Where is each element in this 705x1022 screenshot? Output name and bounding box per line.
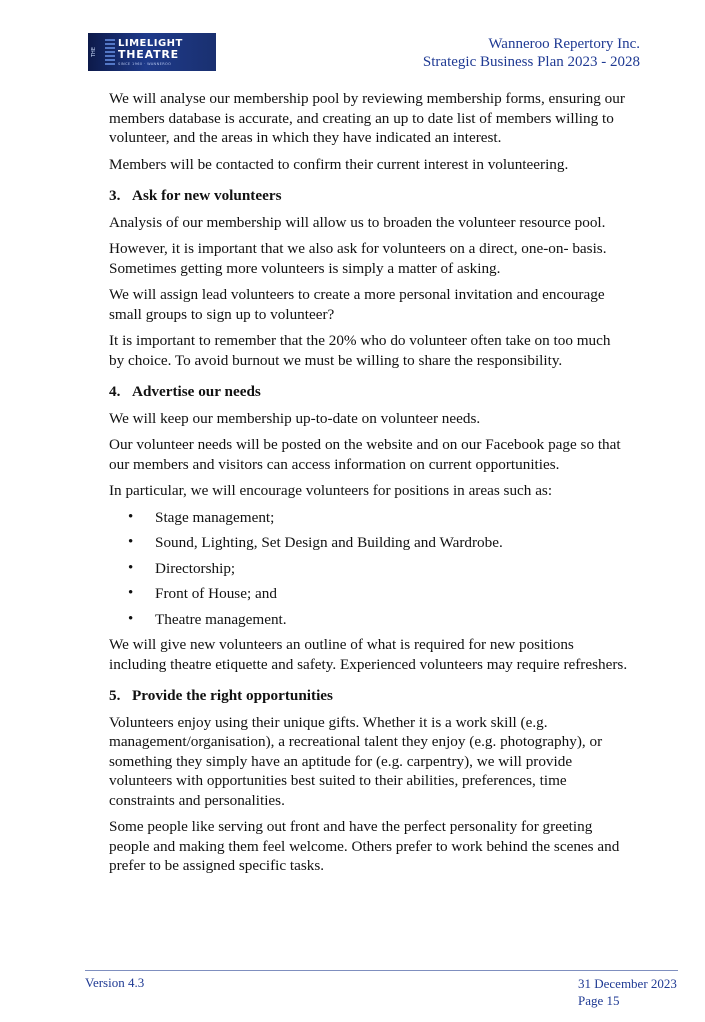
section-title: Provide the right opportunities bbox=[132, 687, 333, 704]
paragraph: Volunteers enjoy using their unique gifts. Whether it is a work skill (e.g. management/organisation), a recreational talent they enjoy (e.g. photography), or something they simply have an aptitude for (e.g. carpentry), we will provide volunteers with opportunities best suited to their abilities, preferences, time constraints and personalities. bbox=[109, 713, 603, 809]
page-body bbox=[109, 89, 629, 883]
bullet-icon: • bbox=[128, 610, 134, 627]
list-item bbox=[109, 508, 629, 528]
section-heading-4 bbox=[109, 382, 629, 402]
paragraph: We will assign lead volunteers to create a more personal invitation and encourage small groups to sign up to volunteer? bbox=[109, 286, 605, 323]
list-item-text: Front of House; and bbox=[155, 585, 277, 602]
list-item bbox=[109, 610, 629, 630]
bullet-icon: • bbox=[128, 534, 134, 550]
list-item-text: Stage management; bbox=[155, 508, 275, 526]
paragraph: We will give new volunteers an outline of what is required for new positions including theatre etiquette and safety. Experienced volunteers may require refreshers. bbox=[109, 636, 628, 673]
footer-version: Version 4.3 bbox=[85, 975, 145, 990]
bullet-icon: • bbox=[128, 559, 134, 576]
paragraph: However, it is important that we also ask for volunteers on a direct, one-on- basis. Sometimes getting more volunteers is simply a matter of asking. bbox=[109, 240, 607, 277]
list-item bbox=[109, 533, 629, 553]
footer-divider bbox=[85, 970, 678, 971]
organisation-name: Wanneroo Repertory Inc. bbox=[488, 36, 640, 52]
section-title: Advertise our needs bbox=[132, 383, 261, 400]
list-item-text: Directorship; bbox=[155, 559, 236, 577]
document-header bbox=[423, 35, 640, 71]
list-item-text: Sound, Lighting, Set Design and Building and Wardrobe. bbox=[155, 534, 503, 551]
paragraph: It is important to remember that the 20% who do volunteer often take on too much by choice. To avoid burnout we must be willing to share the responsibility. bbox=[109, 332, 611, 369]
section-number: 3. bbox=[109, 187, 121, 204]
footer-meta bbox=[578, 975, 677, 1009]
plan-title: Strategic Business Plan 2023 - 2028 bbox=[422, 54, 640, 70]
list-item bbox=[109, 559, 629, 579]
limelight-theatre-logo bbox=[88, 33, 216, 71]
logo-line-2: THEATRE bbox=[118, 48, 179, 61]
paragraph: We will keep our membership up-to-date on volunteer needs. bbox=[109, 409, 481, 427]
logo-side-text: THE bbox=[91, 47, 97, 57]
logo-decoration bbox=[105, 39, 115, 65]
paragraph: We will analyse our membership pool by reviewing membership forms, ensuring our members database is accurate, and creating an up to date list of members willing to volunteer, and the areas in which they have indicated an interest. bbox=[109, 90, 625, 146]
bullet-icon: • bbox=[128, 508, 134, 525]
paragraph: Members will be contacted to confirm their current interest in volunteering. bbox=[109, 155, 569, 173]
section-number: 5. bbox=[109, 687, 121, 704]
section-number: 4. bbox=[109, 383, 121, 400]
list-item-text: Theatre management. bbox=[155, 610, 287, 628]
logo-tagline: SINCE 1960 · WANNEROO bbox=[118, 62, 172, 66]
section-heading-3 bbox=[109, 186, 629, 206]
paragraph: Our volunteer needs will be posted on the website and on our Facebook page so that our members and visitors can access information on current opportunities. bbox=[109, 436, 621, 473]
footer-date: 31 December 2023 bbox=[578, 976, 677, 991]
paragraph: In particular, we will encourage volunteers for positions in areas such as: bbox=[109, 482, 553, 499]
section-heading-5 bbox=[109, 686, 629, 706]
logo-line-1: LIMELIGHT bbox=[118, 38, 183, 49]
list-item bbox=[109, 584, 629, 604]
bullet-icon: • bbox=[128, 585, 134, 601]
positions-list bbox=[109, 508, 629, 630]
page-number: Page 15 bbox=[578, 993, 620, 1008]
section-title: Ask for new volunteers bbox=[132, 187, 282, 204]
paragraph: Analysis of our membership will allow us to broaden the volunteer resource pool. bbox=[109, 213, 606, 231]
paragraph: Some people like serving out front and have the perfect personality for greeting people and making them feel welcome. Others prefer to work behind the scenes and prefer to be assigned specific tasks. bbox=[109, 818, 620, 874]
